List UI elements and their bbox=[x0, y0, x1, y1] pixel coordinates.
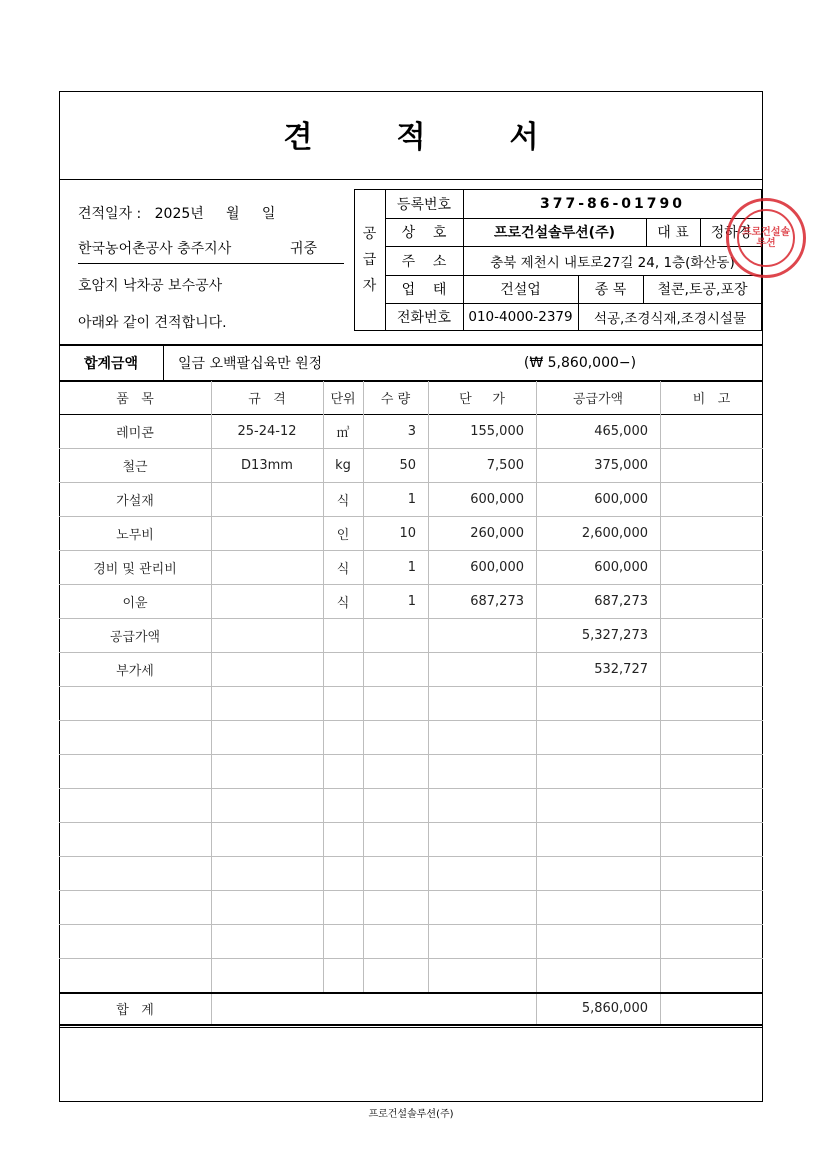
cell-qty: 10 bbox=[399, 525, 416, 541]
cell-qty: 3 bbox=[407, 423, 416, 439]
cell-unit: 인 bbox=[336, 527, 350, 543]
sum-column-line bbox=[211, 992, 212, 1024]
row-line bbox=[59, 754, 763, 755]
cell-note bbox=[660, 414, 763, 448]
cell-amount: 5,327,273 bbox=[581, 627, 648, 643]
cell-qty bbox=[363, 652, 428, 686]
cell-price bbox=[428, 618, 536, 652]
cell-note bbox=[660, 482, 763, 516]
supplier-side-label: 공 급 자 bbox=[362, 226, 377, 294]
cell-spec bbox=[211, 652, 323, 686]
row-line bbox=[59, 958, 763, 959]
rep-value: 정하경 bbox=[710, 225, 752, 241]
cell-amount: 2,600,000 bbox=[581, 525, 648, 541]
cell-unit bbox=[323, 652, 363, 686]
recipient-name: 한국농어촌공사 충주지사 bbox=[78, 241, 232, 257]
cell-note bbox=[660, 448, 763, 482]
cell-price: 600,000 bbox=[470, 491, 524, 507]
cell-note bbox=[660, 550, 763, 584]
cell-price: 600,000 bbox=[470, 559, 524, 575]
biz-type-value: 건설업 bbox=[500, 282, 541, 298]
row-line bbox=[59, 720, 763, 721]
recipient-honorific: 귀중 bbox=[290, 241, 318, 257]
cell-amount: 600,000 bbox=[594, 491, 648, 507]
cell-amount: 687,273 bbox=[594, 593, 648, 609]
title-divider bbox=[59, 179, 763, 180]
cell-qty bbox=[363, 618, 428, 652]
cell-spec: 25-24-12 bbox=[237, 423, 297, 439]
cell-note bbox=[660, 516, 763, 550]
cell-note bbox=[660, 618, 763, 652]
cell-spec bbox=[211, 482, 323, 516]
cell-qty: 50 bbox=[399, 457, 416, 473]
sum-bottom-line bbox=[59, 1024, 763, 1026]
cell-qty: 1 bbox=[407, 491, 416, 507]
cell-item: 경비 및 관리비 bbox=[93, 561, 177, 577]
sum-label: 합 계 bbox=[116, 1002, 154, 1018]
cell-qty: 1 bbox=[407, 559, 416, 575]
biz-type-label: 업 태 bbox=[401, 282, 447, 298]
cell-unit: 식 bbox=[336, 493, 350, 509]
row-line bbox=[59, 890, 763, 891]
phone-label: 전화번호 bbox=[396, 310, 452, 326]
cell-item: 부가세 bbox=[116, 663, 154, 679]
title-char-1: 견 bbox=[283, 120, 313, 155]
phone-value: 010-4000-2379 bbox=[468, 309, 573, 325]
cell-item: 노무비 bbox=[116, 527, 154, 543]
row-line bbox=[59, 924, 763, 925]
cell-spec bbox=[211, 550, 323, 584]
company-label: 상 호 bbox=[401, 225, 447, 241]
column-header-amount: 공급가액 bbox=[572, 392, 624, 407]
cell-item: 가설재 bbox=[116, 493, 154, 509]
cell-unit: 식 bbox=[336, 561, 350, 577]
cell-unit: ㎥ bbox=[336, 425, 350, 441]
column-header-qty: 수 량 bbox=[380, 392, 411, 407]
cell-spec bbox=[211, 584, 323, 618]
column-header-item: 품 목 bbox=[116, 392, 154, 407]
column-header-note: 비 고 bbox=[692, 392, 731, 407]
document-title bbox=[59, 112, 763, 156]
cell-price: 260,000 bbox=[470, 525, 524, 541]
biz-item-value-2: 석공,조경식재,조경시설물 bbox=[593, 311, 747, 327]
title-char-3: 서 bbox=[509, 120, 539, 155]
row-line bbox=[59, 788, 763, 789]
cell-amount: 600,000 bbox=[594, 559, 648, 575]
cell-note bbox=[660, 584, 763, 618]
reg-label: 등록번호 bbox=[396, 196, 452, 213]
column-header-spec: 규 격 bbox=[248, 392, 286, 407]
reg-value: 377-86-01790 bbox=[539, 195, 686, 212]
total-korean: 일금 오백팔십육만 원정 bbox=[178, 355, 323, 372]
address-label: 주 소 bbox=[401, 253, 447, 270]
estimate-date: 견적일자 : 2025년 월 일 bbox=[78, 206, 276, 222]
row-line bbox=[59, 686, 763, 687]
sum-amount: 5,860,000 bbox=[581, 1000, 648, 1016]
cell-item: 철근 bbox=[122, 459, 148, 475]
recipient-underline bbox=[78, 263, 344, 264]
address-value: 충북 제천시 내토로27길 24, 1층(화산동) bbox=[490, 254, 735, 271]
company-seal: 프로건설솔루션 bbox=[726, 198, 806, 278]
row-line bbox=[59, 822, 763, 823]
cell-note bbox=[660, 652, 763, 686]
sum-double-line bbox=[59, 1027, 763, 1028]
total-divider bbox=[163, 345, 164, 380]
cell-amount: 465,000 bbox=[594, 423, 648, 439]
cell-amount: 532,727 bbox=[594, 661, 648, 677]
row-line bbox=[59, 856, 763, 857]
biz-item-value: 철콘,토공,포장 bbox=[657, 282, 748, 298]
rep-label: 대 표 bbox=[657, 225, 689, 241]
title-char-2: 적 bbox=[396, 120, 426, 155]
cell-amount: 375,000 bbox=[594, 457, 648, 473]
cell-item: 이윤 bbox=[122, 595, 148, 611]
cell-price: 7,500 bbox=[486, 457, 524, 473]
cell-price: 155,000 bbox=[470, 423, 524, 439]
cell-unit: 식 bbox=[336, 595, 350, 611]
total-label: 합계금액 bbox=[83, 355, 139, 372]
cell-price: 687,273 bbox=[470, 593, 524, 609]
cell-item: 레미콘 bbox=[116, 425, 154, 441]
total-numeric: (₩ 5,860,000−) bbox=[523, 354, 637, 371]
sum-column-line bbox=[660, 992, 661, 1024]
estimate-statement: 아래와 같이 견적합니다. bbox=[78, 315, 227, 331]
cell-qty: 1 bbox=[407, 593, 416, 609]
cell-spec bbox=[211, 618, 323, 652]
footer-company: 프로건설솔루션(주) bbox=[368, 1109, 454, 1120]
cell-unit bbox=[323, 618, 363, 652]
company-value: 프로건설솔루션(주) bbox=[494, 225, 615, 241]
column-header-unit: 단위 bbox=[330, 392, 356, 407]
column-header-price: 단 가 bbox=[459, 392, 505, 407]
cell-item: 공급가액 bbox=[109, 629, 161, 645]
cell-unit: kg bbox=[335, 457, 351, 473]
cell-spec bbox=[211, 516, 323, 550]
cell-price bbox=[428, 652, 536, 686]
cell-spec: D13mm bbox=[241, 457, 293, 473]
project-name: 호암지 낙차공 보수공사 bbox=[78, 278, 223, 294]
biz-item-label: 종 목 bbox=[594, 282, 627, 298]
